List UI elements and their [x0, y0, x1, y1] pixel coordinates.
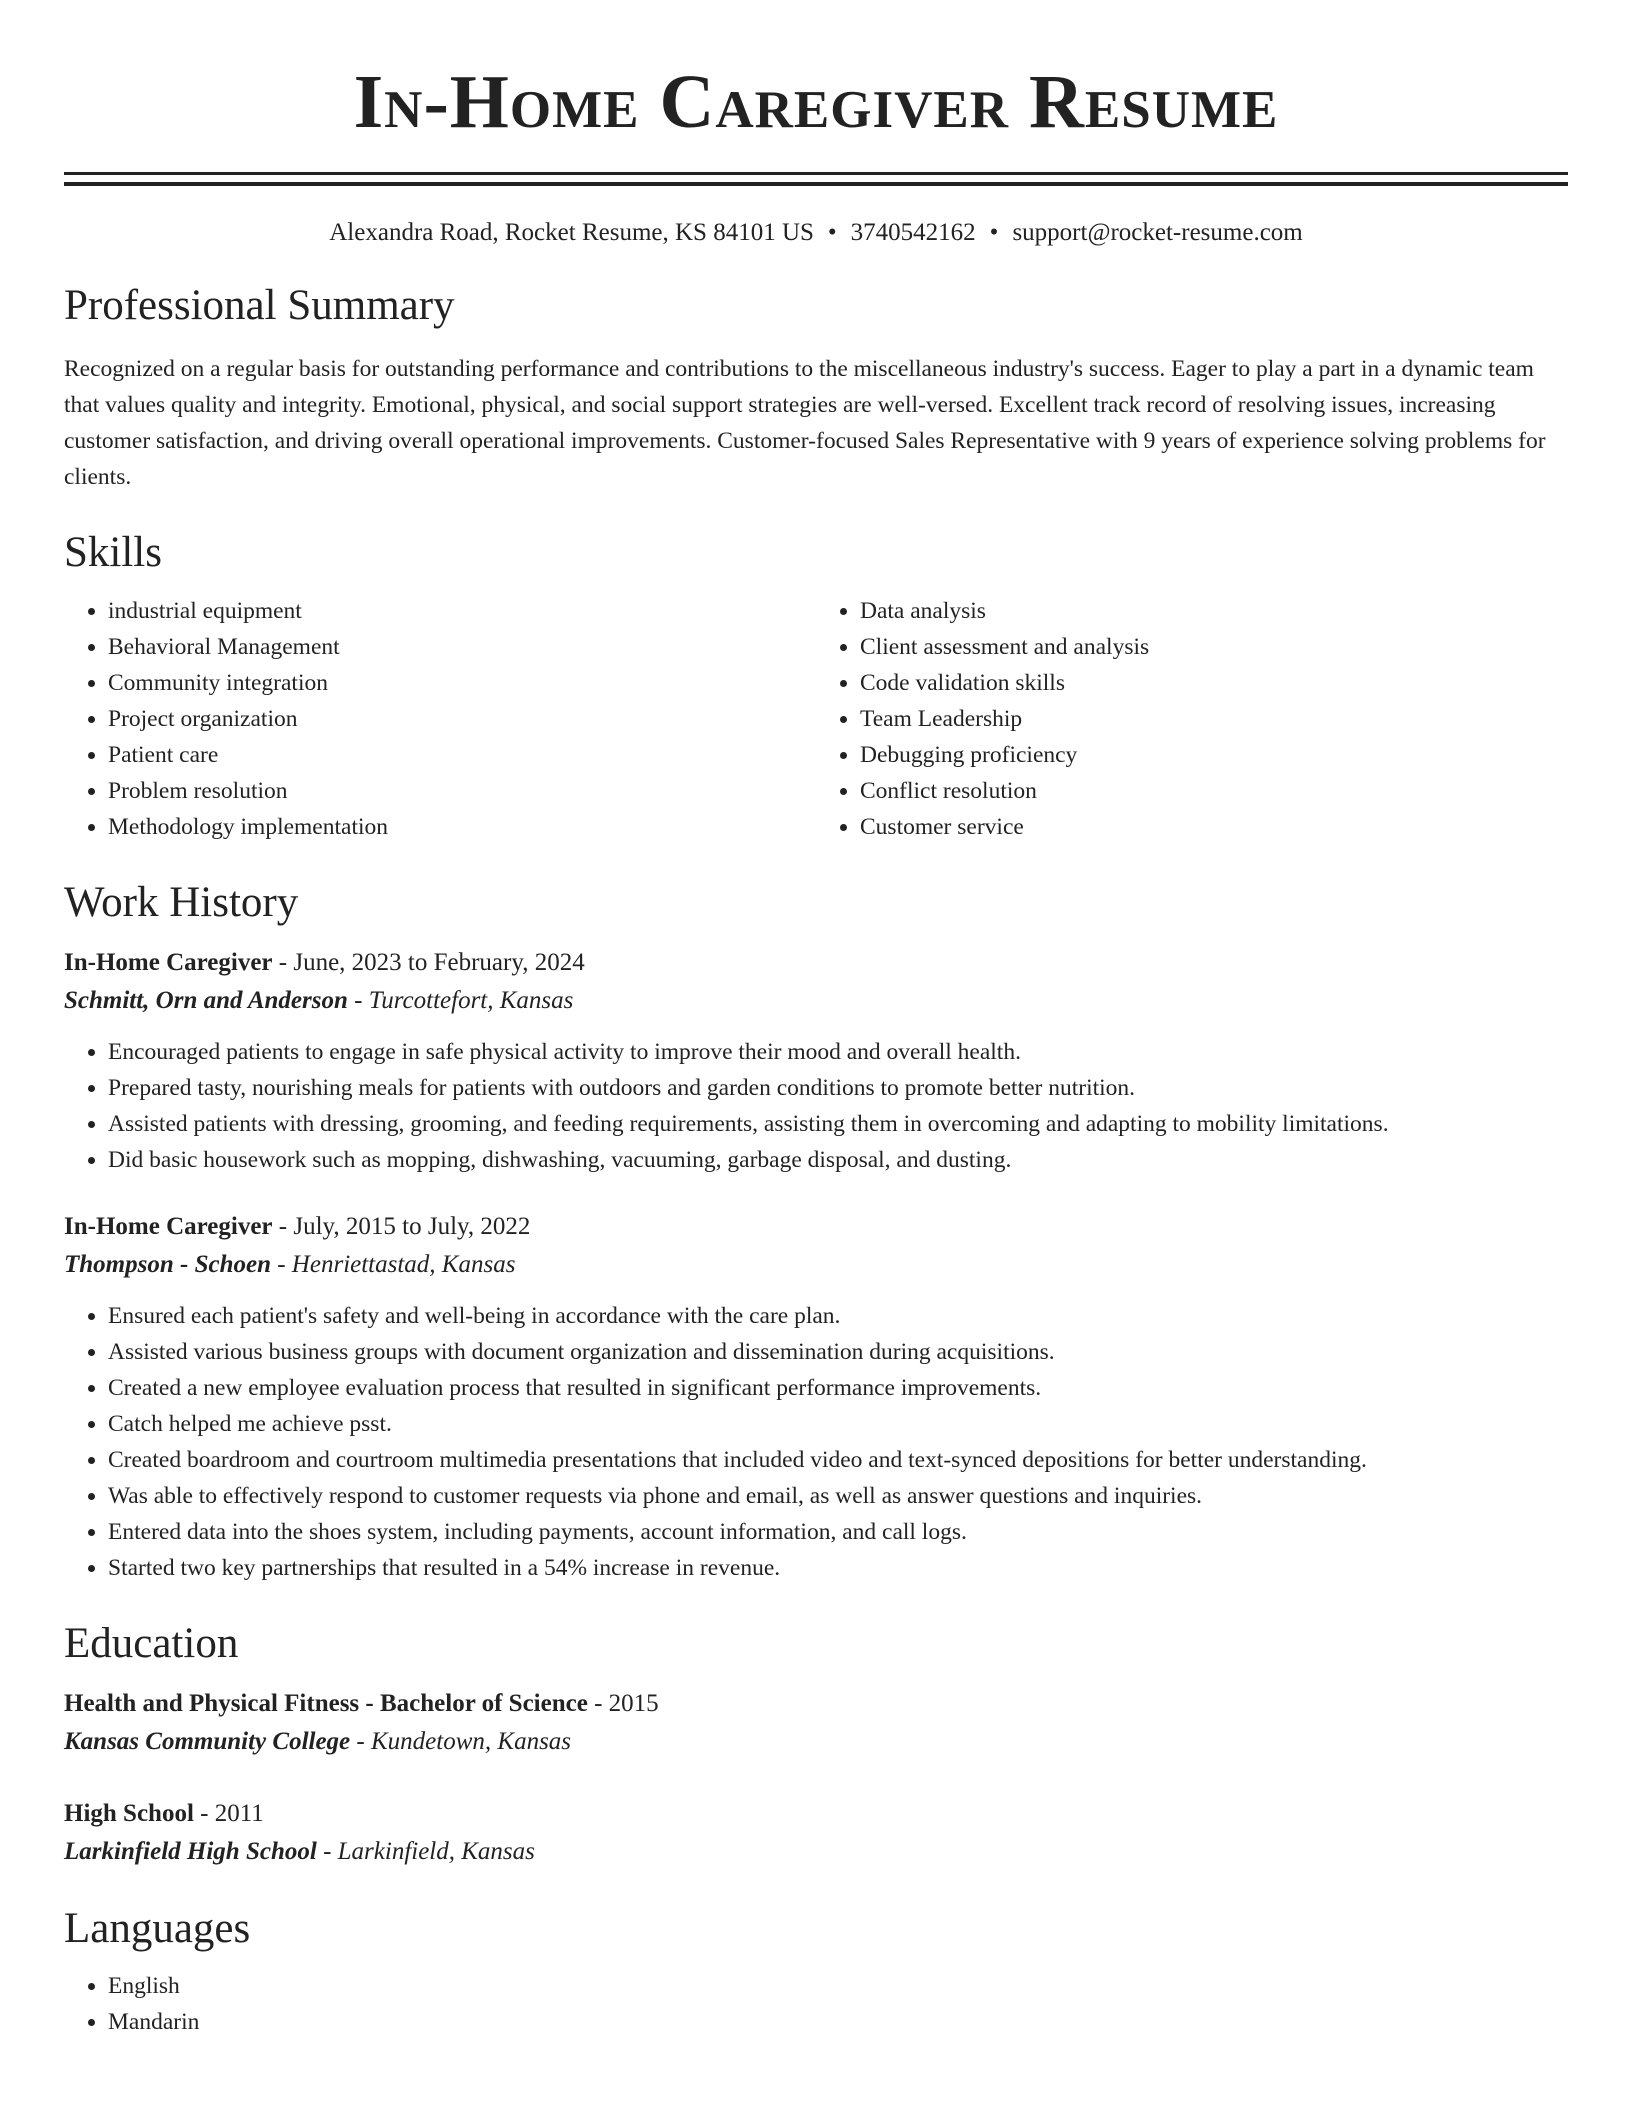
job-entry — [64, 944, 1568, 1178]
skill-item: • Problem resolution — [108, 773, 816, 809]
contact-phone: 3740542162 — [850, 219, 976, 246]
resume-title: In-Home Caregiver Resume — [353, 60, 1279, 144]
languages-heading: Languages — [64, 1905, 251, 1953]
job-duty: • Prepared tasty, nourishing meals for patients with outdoors and garden conditions to promote better nutrition. — [108, 1070, 1568, 1106]
title-divider — [64, 172, 1568, 186]
skill-item: • industrial equipment — [108, 593, 816, 629]
job-duty: • Entered data into the shoes system, including payments, account information, and call logs. — [108, 1514, 1568, 1550]
education-entry — [64, 1685, 1568, 1761]
education-entry — [64, 1795, 1568, 1871]
skill-item: • Customer service — [860, 809, 1568, 845]
job-company: Schmitt, Orn and Anderson — [64, 986, 348, 1014]
skill-item: • Community integration — [108, 665, 816, 701]
contact-separator: • — [827, 219, 837, 246]
skills-heading: Skills — [64, 529, 162, 577]
skill-item: • Team Leadership — [860, 701, 1568, 737]
job-header — [64, 944, 1568, 982]
education-degree: High School — [64, 1800, 194, 1828]
skill-item: • Conflict resolution — [860, 773, 1568, 809]
job-location: - Turcottefort, Kansas — [347, 986, 574, 1014]
job-duty: • Assisted patients with dressing, grooming, and feeding requirements, assisting them in overcoming and adapting to mobility limitations. — [108, 1106, 1568, 1142]
skill-item: • Client assessment and analysis — [860, 629, 1568, 665]
contact-line — [64, 218, 1568, 248]
job-duty: • Catch helped me achieve psst. — [108, 1406, 1568, 1442]
job-duty: • Ensured each patient's safety and well-being in accordance with the care plan. — [108, 1298, 1568, 1334]
job-duties-list — [64, 1034, 1568, 1178]
skill-item: • Project organization — [108, 701, 816, 737]
job-duty: • Created a new employee evaluation process that resulted in significant performance improvements. — [108, 1370, 1568, 1406]
skill-item: • Behavioral Management — [108, 629, 816, 665]
skill-item: • Debugging proficiency — [860, 737, 1568, 773]
education-header — [64, 1685, 1568, 1723]
education-school: Larkinfield High School — [64, 1838, 317, 1866]
job-dates: - June, 2023 to February, 2024 — [272, 948, 585, 976]
languages-list — [64, 1968, 1568, 2040]
job-duty: • Encouraged patients to engage in safe physical activity to improve their mood and overall health. — [108, 1034, 1568, 1070]
language-item: • English — [108, 1968, 1568, 2004]
contact-address: Alexandra Road, Rocket Resume, KS 84101 US — [329, 219, 814, 246]
summary-text: Recognized on a regular basis for outstanding performance and contributions to the miscellaneous industry's success. Eager to play a part in a dynamic team that values quality and integrity. Emotional, physical, and social support strategies are well-versed. Excellent track record of resolving issues, increasing customer satisfaction, and driving overall operational improvements. Customer-focused Sales Representative with 9 years of experience solving problems for clients. — [64, 356, 1546, 491]
job-entry — [64, 1208, 1568, 1586]
education-year: - 2015 — [587, 1690, 659, 1718]
work-history-heading: Work History — [64, 878, 299, 926]
skills-list-right — [816, 593, 1568, 845]
education-location: - Larkinfield, Kansas — [316, 1838, 535, 1866]
summary-heading: Professional Summary — [64, 282, 455, 329]
contact-separator: • — [989, 219, 999, 246]
education-location: - Kundetown, Kansas — [350, 1728, 572, 1756]
job-duty: • Did basic housework such as mopping, dishwashing, vacuuming, garbage disposal, and dusting. — [108, 1142, 1568, 1178]
education-header — [64, 1795, 1568, 1833]
job-company: Thompson - Schoen — [64, 1250, 271, 1278]
skill-item: • Methodology implementation — [108, 809, 816, 845]
job-header — [64, 1208, 1568, 1246]
job-duty: • Assisted various business groups with document organization and dissemination during acquisitions. — [108, 1334, 1568, 1370]
job-duty: • Was able to effectively respond to customer requests via phone and email, as well as answer questions and inquiries. — [108, 1478, 1568, 1514]
contact-email: support@rocket-resume.com — [1012, 219, 1303, 246]
job-employer-line — [64, 982, 1568, 1020]
skill-item: • Data analysis — [860, 593, 1568, 629]
education-school-line — [64, 1833, 1568, 1871]
education-school: Kansas Community College — [64, 1728, 351, 1756]
education-heading: Education — [64, 1619, 239, 1667]
skill-item: • Code validation skills — [860, 665, 1568, 701]
education-school-line — [64, 1723, 1568, 1761]
job-location: - Henriettastad, Kansas — [270, 1250, 516, 1278]
education-degree: Health and Physical Fitness - Bachelor of Science — [64, 1690, 588, 1718]
job-duty: • Started two key partnerships that resulted in a 54% increase in revenue. — [108, 1550, 1568, 1586]
language-item: • Mandarin — [108, 2004, 1568, 2040]
education-year: - 2011 — [193, 1800, 264, 1828]
job-dates: - July, 2015 to July, 2022 — [272, 1212, 531, 1240]
job-employer-line — [64, 1246, 1568, 1284]
job-title: In-Home Caregiver — [64, 948, 273, 976]
skills-columns — [64, 593, 1568, 845]
job-title: In-Home Caregiver — [64, 1212, 273, 1240]
skills-list-left — [64, 593, 816, 845]
job-duty: • Created boardroom and courtroom multimedia presentations that included video and text-synced depositions for better understanding. — [108, 1442, 1568, 1478]
skill-item: • Patient care — [108, 737, 816, 773]
job-duties-list — [64, 1298, 1568, 1586]
